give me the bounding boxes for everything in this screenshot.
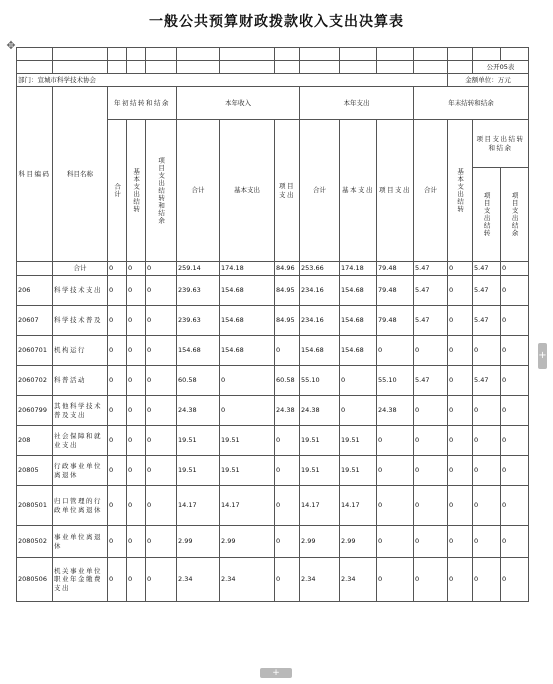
header-opening-basic: 基本支出结转	[127, 120, 146, 262]
amount-cell: 0	[414, 456, 448, 486]
amount-cell: 0	[108, 426, 127, 456]
amount-cell: 0	[108, 336, 127, 366]
total-value: 0	[108, 262, 127, 276]
amount-cell: 0	[448, 558, 473, 602]
amount-cell: 154.68	[220, 336, 275, 366]
amount-cell: 60.58	[275, 366, 300, 396]
amount-cell: 0	[340, 366, 377, 396]
subject-name: 机构运行	[53, 336, 108, 366]
amount-cell: 2.34	[300, 558, 340, 602]
header-opening-project: 项目支出结转和结余	[146, 120, 177, 262]
amount-cell: 0	[448, 276, 473, 306]
amount-cell: 55.10	[377, 366, 414, 396]
header-name: 科目名称	[53, 87, 108, 262]
amount-cell: 0	[377, 558, 414, 602]
amount-cell: 0	[108, 558, 127, 602]
table-move-handle-icon[interactable]: ✥	[6, 39, 16, 52]
total-value: 0	[146, 262, 177, 276]
header-closing-project-carry: 项目支出结转	[473, 168, 501, 262]
header-income-project: 项目支出	[275, 120, 300, 262]
header-opening: 年初结转和结余	[108, 87, 177, 120]
amount-cell: 0	[275, 526, 300, 558]
table-row	[17, 486, 529, 526]
amount-cell: 0	[146, 426, 177, 456]
table-row	[17, 276, 529, 306]
subject-name: 科学技术支出	[53, 276, 108, 306]
total-label: 合计	[53, 262, 108, 276]
amount-cell: 0	[473, 558, 501, 602]
amount-cell: 14.17	[300, 486, 340, 526]
total-value: 0	[501, 262, 529, 276]
total-value: 253.66	[300, 262, 340, 276]
amount-cell: 154.68	[340, 276, 377, 306]
amount-cell: 0	[414, 526, 448, 558]
amount-cell: 0	[377, 336, 414, 366]
amount-cell: 0	[501, 366, 529, 396]
amount-cell: 14.17	[340, 486, 377, 526]
amount-cell: 5.47	[414, 276, 448, 306]
amount-cell: 0	[220, 396, 275, 426]
table-row	[17, 456, 529, 486]
amount-cell: 24.38	[300, 396, 340, 426]
budget-table	[16, 47, 529, 602]
total-value: 5.47	[414, 262, 448, 276]
header-row-1	[17, 87, 529, 120]
header-closing-basic: 基本支出结转	[448, 120, 473, 262]
amount-cell: 0	[146, 486, 177, 526]
amount-cell: 0	[448, 336, 473, 366]
amount-cell: 0	[275, 426, 300, 456]
amount-cell: 0	[146, 526, 177, 558]
amount-cell: 0	[473, 486, 501, 526]
amount-cell: 19.51	[177, 426, 220, 456]
amount-cell: 5.47	[414, 306, 448, 336]
amount-cell: 0	[501, 456, 529, 486]
amount-cell: 0	[501, 486, 529, 526]
amount-cell: 0	[108, 456, 127, 486]
subject-code: 2080502	[17, 526, 53, 558]
total-code-cell	[17, 262, 53, 276]
total-value: 174.18	[340, 262, 377, 276]
amount-cell: 0	[448, 456, 473, 486]
amount-cell: 239.63	[177, 276, 220, 306]
bottom-expand-tab[interactable]: +	[260, 668, 292, 678]
table-row	[17, 366, 529, 396]
table-row	[17, 336, 529, 366]
amount-cell: 154.68	[340, 336, 377, 366]
amount-cell: 0	[127, 456, 146, 486]
amount-cell: 0	[146, 276, 177, 306]
amount-cell: 5.47	[473, 366, 501, 396]
amount-cell: 24.38	[275, 396, 300, 426]
amount-cell: 0	[127, 526, 146, 558]
amount-cell: 0	[146, 558, 177, 602]
subject-code: 208	[17, 426, 53, 456]
amount-cell: 19.51	[177, 456, 220, 486]
table-row	[17, 558, 529, 602]
amount-cell: 2.34	[220, 558, 275, 602]
amount-cell: 0	[414, 336, 448, 366]
table-row	[17, 526, 529, 558]
amount-cell: 84.95	[275, 276, 300, 306]
amount-cell: 0	[473, 396, 501, 426]
total-value: 0	[127, 262, 146, 276]
header-expense-project: 项目支出	[377, 120, 414, 262]
amount-cell: 0	[127, 558, 146, 602]
amount-cell: 0	[448, 306, 473, 336]
amount-cell: 55.10	[300, 366, 340, 396]
amount-cell: 5.47	[473, 276, 501, 306]
amount-cell: 0	[501, 336, 529, 366]
subject-name: 其他科学技术普及支出	[53, 396, 108, 426]
total-row	[17, 262, 529, 276]
amount-cell: 0	[127, 306, 146, 336]
amount-cell: 154.68	[340, 306, 377, 336]
amount-cell: 0	[414, 558, 448, 602]
side-expand-tab[interactable]: +	[538, 343, 547, 369]
amount-cell: 19.51	[340, 456, 377, 486]
amount-cell: 79.48	[377, 276, 414, 306]
amount-cell: 0	[108, 486, 127, 526]
amount-cell: 79.48	[377, 306, 414, 336]
form-number: 公开05表	[473, 61, 529, 74]
subject-code: 2060701	[17, 336, 53, 366]
table-row	[17, 396, 529, 426]
amount-cell: 0	[473, 426, 501, 456]
amount-cell: 24.38	[377, 396, 414, 426]
dept-row	[17, 74, 529, 87]
amount-cell: 0	[448, 486, 473, 526]
amount-cell: 0	[501, 526, 529, 558]
amount-cell: 0	[146, 456, 177, 486]
header-expense-basic: 基本支出	[340, 120, 377, 262]
amount-cell: 0	[275, 336, 300, 366]
amount-cell: 0	[220, 366, 275, 396]
amount-cell: 0	[146, 366, 177, 396]
amount-cell: 2.99	[300, 526, 340, 558]
subject-name: 科普活动	[53, 366, 108, 396]
amount-cell: 154.68	[220, 306, 275, 336]
amount-cell: 0	[275, 486, 300, 526]
table-row	[17, 306, 529, 336]
amount-cell: 0	[501, 396, 529, 426]
subject-code: 2060702	[17, 366, 53, 396]
amount-cell: 154.68	[177, 336, 220, 366]
amount-cell: 0	[146, 306, 177, 336]
amount-cell: 0	[473, 526, 501, 558]
amount-cell: 0	[501, 306, 529, 336]
amount-cell: 234.16	[300, 276, 340, 306]
header-closing-total: 合计	[414, 120, 448, 262]
amount-cell: 0	[275, 558, 300, 602]
header-income-total: 合计	[177, 120, 220, 262]
amount-cell: 14.17	[220, 486, 275, 526]
amount-cell: 0	[501, 558, 529, 602]
amount-cell: 19.51	[220, 426, 275, 456]
header-expense: 本年支出	[300, 87, 414, 120]
subject-code: 2080501	[17, 486, 53, 526]
amount-cell: 5.47	[473, 306, 501, 336]
amount-cell: 0	[501, 426, 529, 456]
page-title: 一般公共预算财政拨款收入支出决算表	[149, 14, 404, 30]
amount-cell: 0	[108, 276, 127, 306]
amount-cell: 0	[127, 276, 146, 306]
amount-cell: 0	[275, 456, 300, 486]
amount-cell: 0	[448, 426, 473, 456]
amount-cell: 234.16	[300, 306, 340, 336]
blank-row	[17, 48, 529, 61]
amount-cell: 0	[340, 396, 377, 426]
amount-cell: 0	[377, 456, 414, 486]
amount-cell: 0	[108, 396, 127, 426]
amount-cell: 0	[473, 336, 501, 366]
amount-cell: 84.95	[275, 306, 300, 336]
amount-cell: 2.34	[340, 558, 377, 602]
amount-cell: 19.51	[220, 456, 275, 486]
subject-code: 20607	[17, 306, 53, 336]
amount-cell: 0	[108, 306, 127, 336]
subject-code: 20805	[17, 456, 53, 486]
amount-cell: 239.63	[177, 306, 220, 336]
subject-code: 2080506	[17, 558, 53, 602]
amount-cell: 19.51	[300, 426, 340, 456]
amount-cell: 0	[414, 396, 448, 426]
amount-cell: 5.47	[414, 366, 448, 396]
amount-cell: 60.58	[177, 366, 220, 396]
subject-name: 机关事业单位职业年金缴费支出	[53, 558, 108, 602]
amount-cell: 0	[377, 526, 414, 558]
header-closing: 年末结转和结余	[414, 87, 529, 120]
unit-label: 金额单位：万元	[448, 74, 529, 87]
subject-name: 事业单位离退休	[53, 526, 108, 558]
amount-cell: 0	[127, 426, 146, 456]
subject-code: 2060799	[17, 396, 53, 426]
subject-name: 归口管理的行政单位离退休	[53, 486, 108, 526]
amount-cell: 2.99	[340, 526, 377, 558]
total-value: 5.47	[473, 262, 501, 276]
subject-name: 行政事业单位离退休	[53, 456, 108, 486]
amount-cell: 0	[448, 526, 473, 558]
amount-cell: 0	[146, 396, 177, 426]
total-value: 259.14	[177, 262, 220, 276]
subject-name: 科学技术普及	[53, 306, 108, 336]
form-number-row	[17, 61, 529, 74]
amount-cell: 0	[448, 366, 473, 396]
amount-cell: 2.34	[177, 558, 220, 602]
amount-cell: 0	[108, 366, 127, 396]
header-income: 本年收入	[177, 87, 300, 120]
subject-code: 206	[17, 276, 53, 306]
amount-cell: 0	[127, 486, 146, 526]
amount-cell: 0	[377, 426, 414, 456]
header-closing-project-balance: 项目支出结余	[501, 168, 529, 262]
total-value: 0	[448, 262, 473, 276]
header-code: 科目编码	[17, 87, 53, 262]
amount-cell: 19.51	[300, 456, 340, 486]
amount-cell: 0	[127, 366, 146, 396]
amount-cell: 0	[108, 526, 127, 558]
header-expense-total: 合计	[300, 120, 340, 262]
header-closing-project: 项目支出结转和结余	[473, 120, 529, 168]
amount-cell: 0	[473, 456, 501, 486]
amount-cell: 0	[414, 486, 448, 526]
header-income-basic: 基本支出	[220, 120, 275, 262]
amount-cell: 0	[448, 396, 473, 426]
amount-cell: 0	[377, 486, 414, 526]
total-value: 84.96	[275, 262, 300, 276]
amount-cell: 19.51	[340, 426, 377, 456]
amount-cell: 0	[146, 336, 177, 366]
amount-cell: 14.17	[177, 486, 220, 526]
amount-cell: 24.38	[177, 396, 220, 426]
amount-cell: 154.68	[220, 276, 275, 306]
header-opening-total: 合计	[108, 120, 127, 262]
amount-cell: 2.99	[220, 526, 275, 558]
amount-cell: 2.99	[177, 526, 220, 558]
amount-cell: 0	[127, 336, 146, 366]
total-value: 174.18	[220, 262, 275, 276]
amount-cell: 0	[501, 276, 529, 306]
subject-name: 社会保障和就业支出	[53, 426, 108, 456]
amount-cell: 0	[414, 426, 448, 456]
table-row	[17, 426, 529, 456]
total-value: 79.48	[377, 262, 414, 276]
amount-cell: 154.68	[300, 336, 340, 366]
amount-cell: 0	[127, 396, 146, 426]
dept-label: 部门：宣城市科学技术协会	[17, 74, 448, 87]
